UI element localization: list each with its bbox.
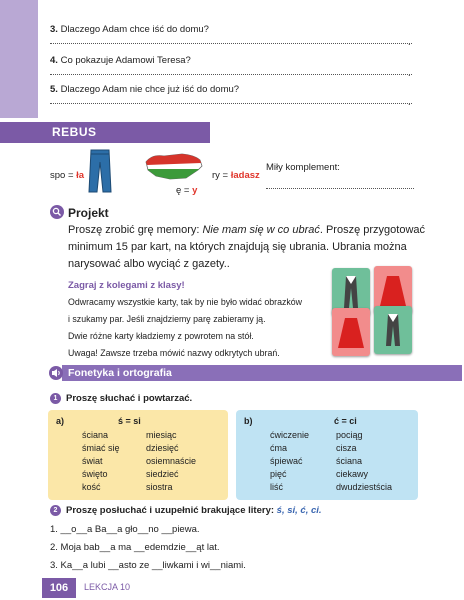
speaker-icon — [49, 366, 63, 380]
game-line: Uwaga! Zawsze trzeba mówić nazwy odkrytych ubrań. — [68, 348, 280, 358]
question-4: 4. Co pokazuje Adamowi Teresa? — [50, 55, 191, 66]
answer-line[interactable] — [50, 74, 412, 75]
jeans-icon — [88, 148, 112, 194]
exercise-2-line[interactable]: 1. __o__a Ba__a gło__no __piewa. — [50, 524, 200, 535]
question-5: 5. Dlaczego Adam nie chce już iść do domu? — [50, 84, 240, 95]
exercise-2-line[interactable]: 2. Moja bab__a ma __edemdzie__ąt lat. — [50, 542, 220, 553]
dot-end: . — [408, 37, 411, 47]
rebus-header: REBUS — [0, 122, 210, 143]
compliment-label: Miły komplement: — [266, 162, 340, 173]
game-line: Dwie różne karty kładziemy z powrotem na stół. — [68, 331, 254, 341]
exercise-1-number: 1 — [50, 393, 61, 404]
compliment-answer-line[interactable] — [266, 188, 414, 189]
exercise-2-number: 2 — [50, 505, 61, 516]
projekt-title: Projekt — [68, 206, 109, 220]
exercise-2-title: Proszę posłuchać i uzupełnić brakujące litery: ś, si, ć, ci. — [66, 505, 322, 516]
side-tab — [0, 0, 38, 118]
rebus-part-1: spo = ła — [50, 170, 85, 181]
suit-icon — [374, 306, 412, 354]
rebus-part-2: ę = y — [176, 185, 198, 196]
rebus-part-3: ry = ładasz — [212, 170, 260, 181]
lesson-label: LEKCJA 10 — [84, 582, 131, 592]
exercise-1-title: Proszę słuchać i powtarzać. — [66, 393, 193, 404]
memory-card-suit[interactable] — [374, 306, 412, 354]
dot-end: . — [408, 68, 411, 78]
answer-line[interactable] — [50, 103, 412, 104]
game-line: Odwracamy wszystkie karty, tak by nie było widać obrazków — [68, 297, 303, 307]
answer-line[interactable] — [50, 43, 412, 44]
hungary-map-icon — [142, 152, 204, 182]
box-b: b) ć = ci ćwiczenie ćma śpiewać pięć liść pociąg cisza ściana ciekawy dwudziestścia — [236, 410, 418, 500]
game-line: i szukamy par. Jeśli znajdziemy parę zabieramy ją. — [68, 314, 266, 324]
memory-card-skirt[interactable] — [332, 308, 370, 356]
game-title: Zagraj z kolegami z klasy! — [68, 280, 185, 291]
exercise-2-line[interactable]: 3. Ka__a lubi __asto ze __liwkami i wi__niami. — [50, 560, 246, 571]
question-3: 3. Dlaczego Adam chce iść do domu? — [50, 24, 209, 35]
skirt-icon — [332, 308, 370, 356]
box-a: a) ś = si ściana śmiać się świat święto kość miesiąc dziesięć osiemnaście siedzieć siostra — [48, 410, 228, 500]
projekt-text: Proszę zrobić grę memory: Nie mam się w co ubrać. Proszę przygotować minimum 15 par kart, na których znajdują się ubrania. Ubrania można narysować albo wyciąć z gazety.. — [68, 224, 426, 270]
page-number: 106 — [42, 578, 76, 598]
magnifier-icon — [50, 205, 64, 219]
dot-end: . — [408, 97, 411, 107]
fonetyka-header: Fonetyka i ortografia — [0, 365, 464, 381]
